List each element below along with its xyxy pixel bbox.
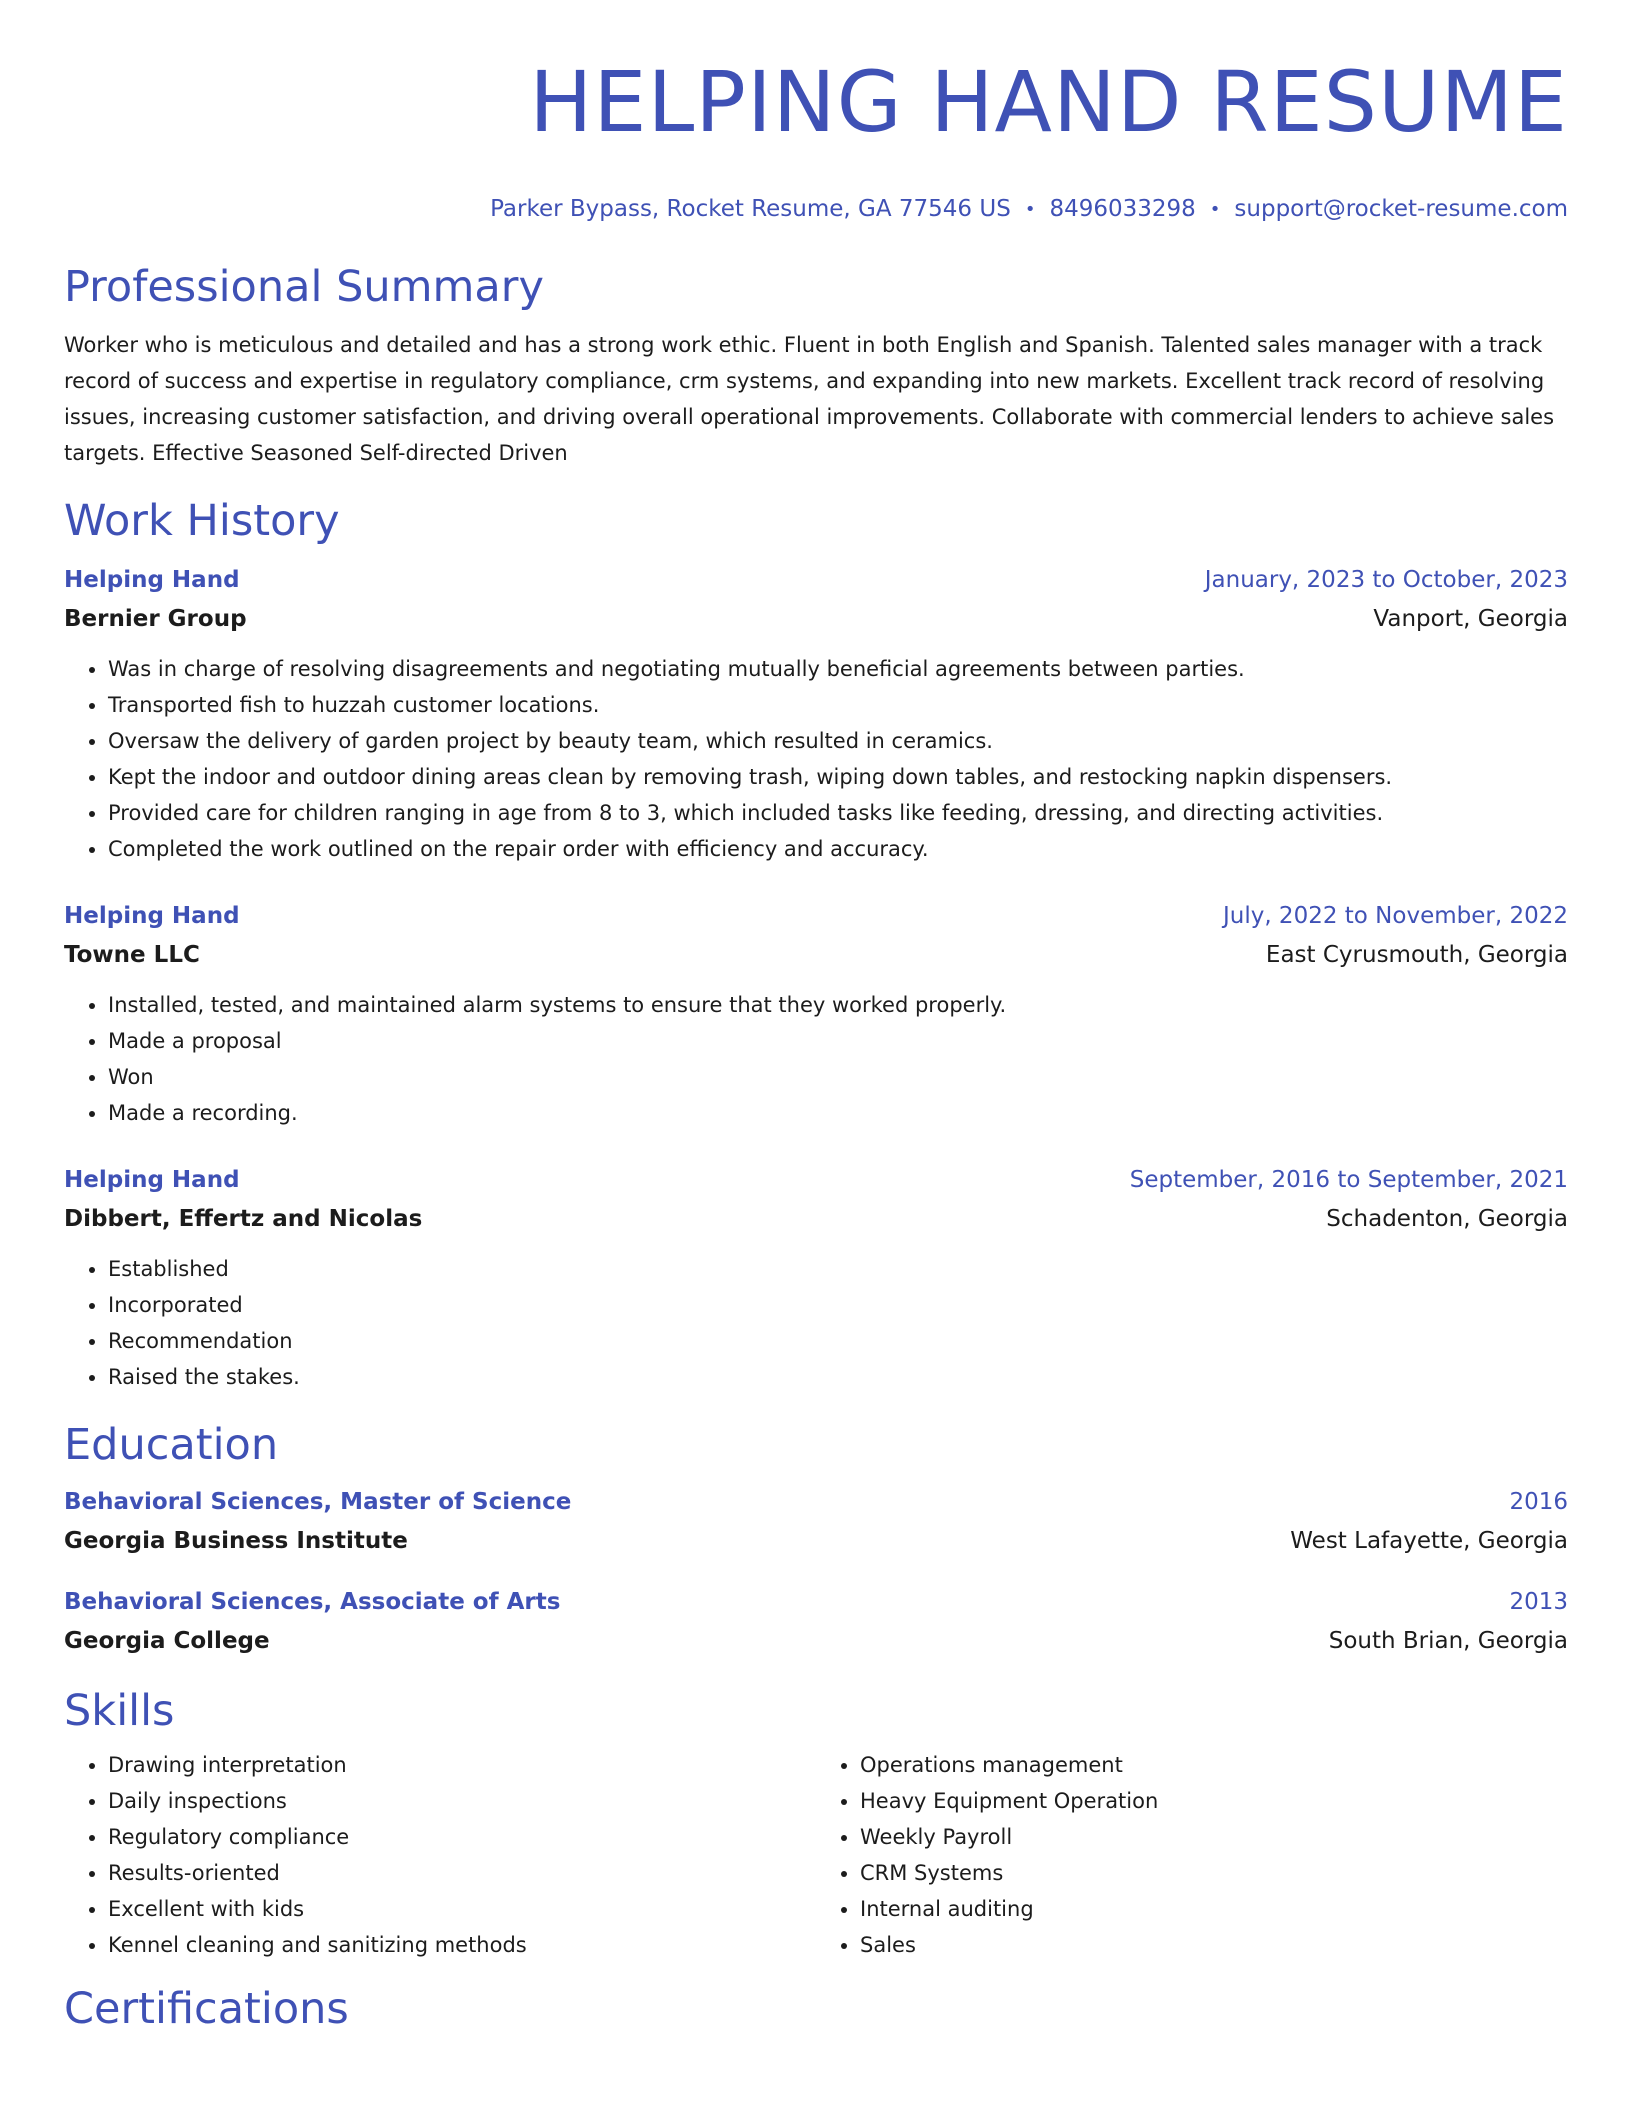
job-bullet: • Installed, tested, and maintained alarm systems to ensure that they worked properly.: [108, 987, 1568, 1023]
skill-item: • Excellent with kids: [108, 1891, 816, 1927]
job-entry: [64, 561, 1568, 867]
job-entry: [64, 1161, 1568, 1395]
education-year: 2016: [1509, 1489, 1568, 1515]
certifications-section: [64, 1981, 1568, 2037]
skill-item: • Results-oriented: [108, 1855, 816, 1891]
contact-line: [64, 192, 1568, 227]
contact-separator: •: [1024, 199, 1036, 220]
education-location: South Brian, Georgia: [1328, 1628, 1568, 1654]
job-title: Helping Hand: [64, 1167, 240, 1193]
education-school-row: [64, 1621, 1568, 1661]
job-bullet: • Completed the work outlined on the repair order with efficiency and accuracy.: [108, 831, 1568, 867]
job-header-row: [64, 1161, 1568, 1199]
education-degree: Behavioral Sciences, Associate of Arts: [64, 1589, 561, 1615]
job-bullets: [64, 1251, 1568, 1395]
summary-heading: Professional Summary: [64, 262, 544, 312]
skill-item: • Daily inspections: [108, 1783, 816, 1819]
job-bullet: • Recommendation: [108, 1323, 1568, 1359]
job-bullet: • Was in charge of resolving disagreements and negotiating mutually beneficial agreements between parties.: [108, 651, 1568, 687]
education-list: [64, 1483, 1568, 1661]
job-location: Schadenton, Georgia: [1326, 1206, 1568, 1232]
education-degree: Behavioral Sciences, Master of Science: [64, 1489, 572, 1515]
skill-item: • Weekly Payroll: [860, 1819, 1568, 1855]
education-school: Georgia College: [64, 1628, 270, 1654]
education-heading: Education: [64, 1420, 279, 1470]
work-history-section: [64, 493, 1568, 1395]
job-bullets: [64, 987, 1568, 1131]
job-bullet: • Made a proposal: [108, 1023, 1568, 1059]
skill-item: • Operations management: [860, 1747, 1568, 1783]
job-list: [64, 561, 1568, 1395]
summary-text: Worker who is meticulous and detailed and has a strong work ethic. Fluent in both English and Spanish. Talented sales manager with a track record of success and expertise in regulatory compliance, crm systems, and expanding into new markets. Excellent track record of resolving issues, increasing customer satisfaction, and driving overall operational improvements. Collaborate with commercial lenders to achieve sales targets. Effective Seasoned Self-directed Driven: [64, 333, 1555, 465]
job-bullet: • Provided care for children ranging in age from 8 to 3, which included tasks like feeding, dressing, and directing activities.: [108, 795, 1568, 831]
job-location: Vanport, Georgia: [1373, 606, 1568, 632]
summary-section: [64, 259, 1568, 471]
contact-email[interactable]: support@rocket-resume.com: [1234, 196, 1568, 222]
skill-item: • Regulatory compliance: [108, 1819, 816, 1855]
contact-address: Parker Bypass, Rocket Resume, GA 77546 US: [490, 196, 1011, 222]
job-bullets: [64, 651, 1568, 867]
education-location: West Lafayette, Georgia: [1290, 1528, 1568, 1554]
skills-column-right: [816, 1747, 1568, 1963]
job-bullet: • Won: [108, 1059, 1568, 1095]
job-title: Helping Hand: [64, 903, 240, 929]
resume-header: [64, 0, 1568, 227]
job-company-row: [64, 599, 1568, 639]
skills-column-left: [64, 1747, 816, 1963]
skill-item: • Kennel cleaning and sanitizing methods: [108, 1927, 816, 1963]
certifications-heading: Certifications: [64, 1984, 349, 2034]
job-bullet: • Made a recording.: [108, 1095, 1568, 1131]
job-company-row: [64, 1199, 1568, 1239]
education-year: 2013: [1509, 1589, 1568, 1615]
job-bullet: • Established: [108, 1251, 1568, 1287]
skill-item: • Sales: [860, 1927, 1568, 1963]
resume-name: HELPING HAND RESUME: [529, 53, 1568, 151]
skills-section: [64, 1683, 1568, 1963]
job-bullet: • Oversaw the delivery of garden project by beauty team, which resulted in ceramics.: [108, 723, 1568, 759]
job-company: Towne LLC: [64, 942, 200, 968]
contact-separator: •: [1209, 199, 1221, 220]
skill-item: • CRM Systems: [860, 1855, 1568, 1891]
job-bullet: • Transported fish to huzzah customer locations.: [108, 687, 1568, 723]
work-history-heading: Work History: [64, 496, 340, 546]
contact-phone: 8496033298: [1049, 196, 1196, 222]
job-dates: July, 2022 to November, 2022: [1222, 903, 1568, 929]
education-header-row: [64, 1583, 1568, 1621]
job-location: East Cyrusmouth, Georgia: [1265, 942, 1568, 968]
job-title: Helping Hand: [64, 567, 240, 593]
resume-page: [64, 0, 1568, 2037]
job-header-row: [64, 561, 1568, 599]
education-school-row: [64, 1521, 1568, 1561]
skill-item: • Drawing interpretation: [108, 1747, 816, 1783]
job-header-row: [64, 897, 1568, 935]
skills-grid: [64, 1747, 1568, 1963]
education-entry: [64, 1583, 1568, 1661]
job-company-row: [64, 935, 1568, 975]
education-header-row: [64, 1483, 1568, 1521]
job-bullet: • Incorporated: [108, 1287, 1568, 1323]
job-dates: September, 2016 to September, 2021: [1129, 1167, 1568, 1193]
job-entry: [64, 897, 1568, 1131]
job-bullet: • Raised the stakes.: [108, 1359, 1568, 1395]
job-bullet: • Kept the indoor and outdoor dining areas clean by removing trash, wiping down tables, and restocking napkin dispensers.: [108, 759, 1568, 795]
education-section: [64, 1417, 1568, 1661]
job-company: Bernier Group: [64, 606, 247, 632]
skill-item: • Internal auditing: [860, 1891, 1568, 1927]
education-school: Georgia Business Institute: [64, 1528, 408, 1554]
skills-heading: Skills: [64, 1686, 175, 1736]
job-dates: January, 2023 to October, 2023: [1204, 567, 1568, 593]
education-entry: [64, 1483, 1568, 1561]
skill-item: • Heavy Equipment Operation: [860, 1783, 1568, 1819]
job-company: Dibbert, Effertz and Nicolas: [64, 1206, 423, 1232]
